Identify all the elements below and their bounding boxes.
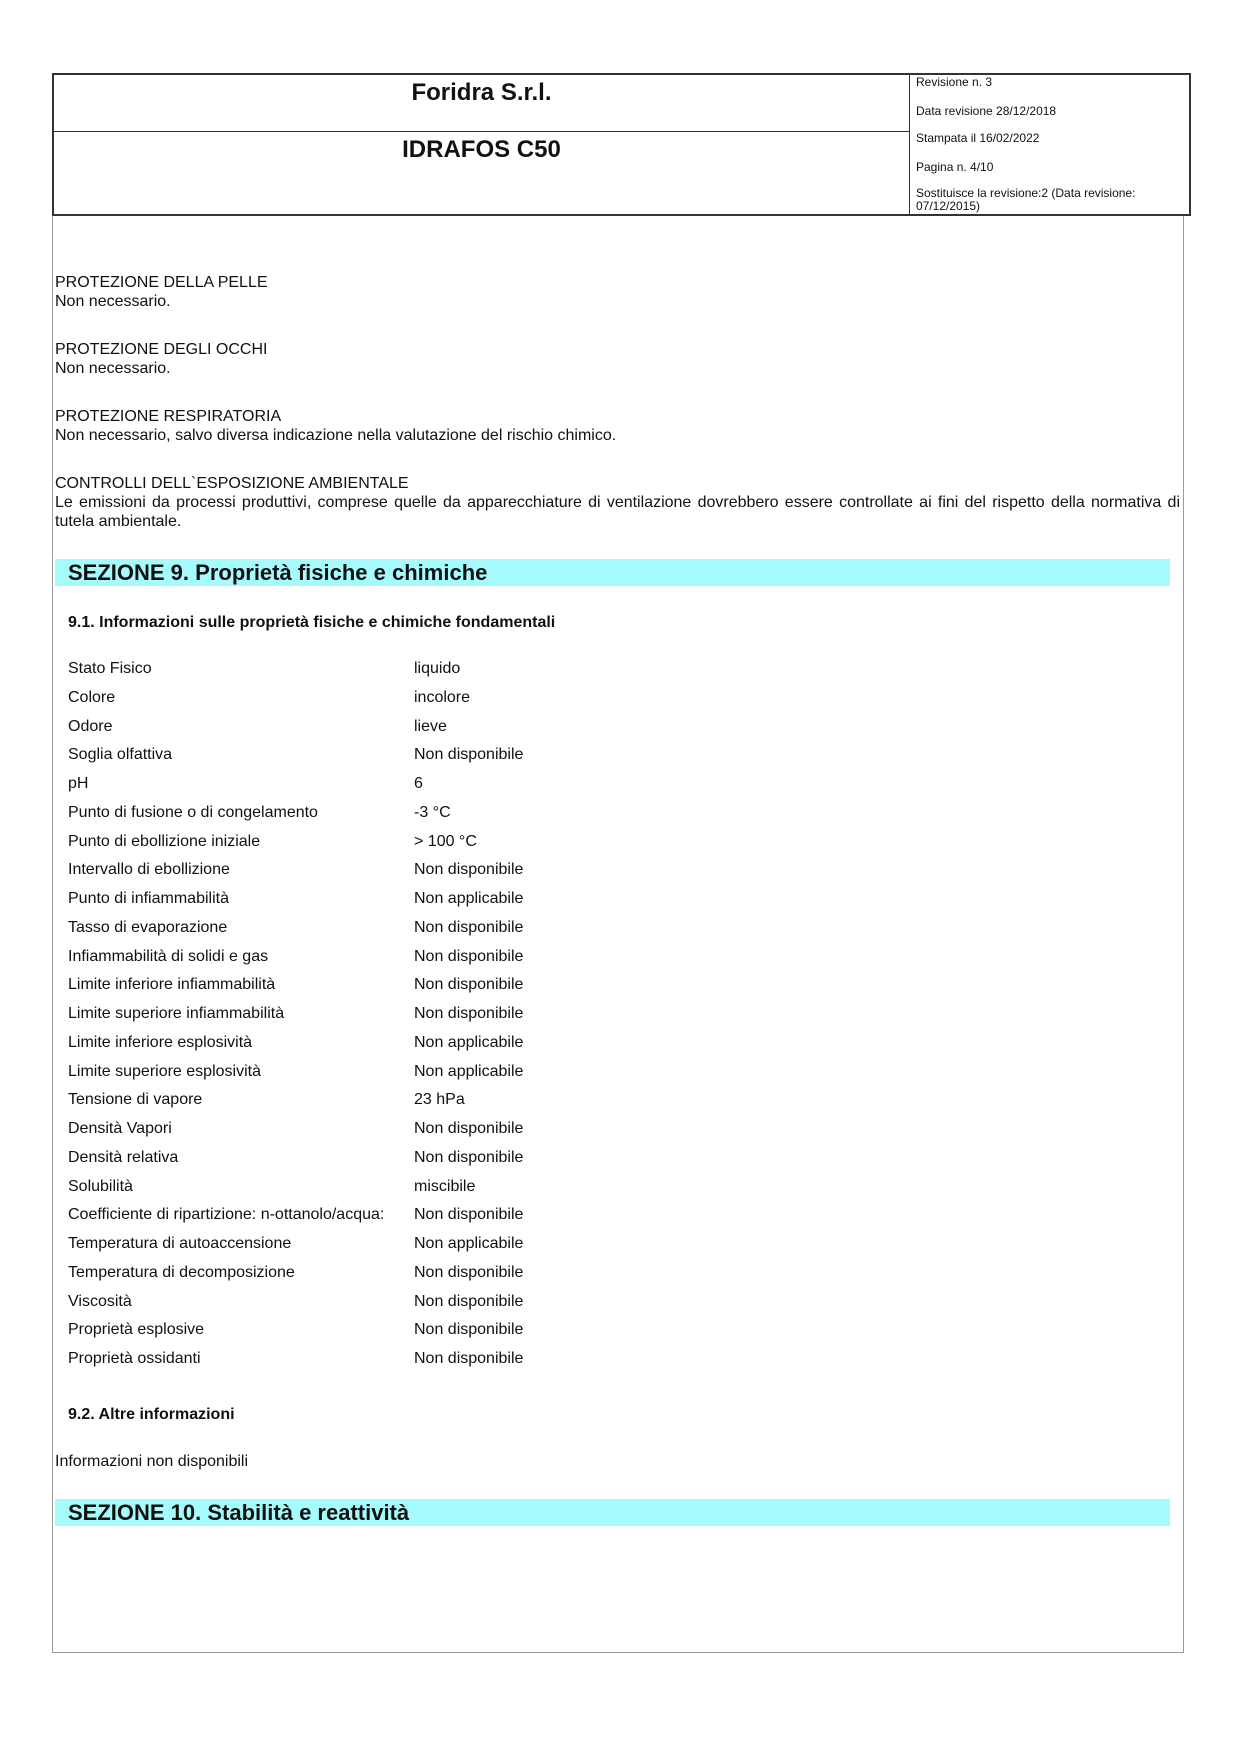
property-name: pH: [68, 775, 89, 792]
property-name: Proprietà esplosive: [68, 1321, 205, 1339]
property-name: Temperatura di autoaccensione: [68, 1235, 292, 1252]
property-row: [68, 718, 768, 747]
eye-protection-block: [55, 340, 1180, 378]
revision-number: Revisione n. 3: [916, 75, 993, 89]
property-value: Non disponibile: [414, 1120, 524, 1137]
property-name: Punto di fusione o di congelamento: [68, 803, 318, 821]
properties-table: [68, 660, 768, 1379]
property-row: [68, 1034, 768, 1063]
property-row: [68, 890, 768, 919]
property-row: [68, 833, 768, 862]
property-row: [68, 775, 768, 804]
property-row: [68, 1120, 768, 1149]
property-name: Limite inferiore infiammabilità: [68, 976, 276, 994]
property-row: [68, 1091, 768, 1120]
property-name: Tensione di vapore: [68, 1091, 203, 1109]
property-row: [68, 948, 768, 977]
property-row: [68, 746, 768, 775]
property-value: liquido: [414, 660, 461, 677]
property-row: [68, 861, 768, 890]
property-value: lieve: [414, 717, 447, 735]
property-name: Coefficiente di ripartizione: n-ottanolo/acqua:: [68, 1206, 385, 1224]
property-name: Punto di ebollizione iniziale: [68, 832, 261, 850]
property-row: [68, 1264, 768, 1293]
property-row: [68, 804, 768, 833]
property-row: [68, 1350, 768, 1379]
property-value: Non disponibile: [414, 1263, 524, 1281]
property-value: Non applicabile: [414, 890, 524, 907]
print-date: Stampata il 16/02/2022: [916, 131, 1040, 145]
property-value: 23 hPa: [414, 1091, 465, 1109]
subsection-9-2-title: 9.2. Altre informazioni: [68, 1406, 235, 1423]
property-name: Colore: [68, 688, 116, 706]
property-row: [68, 1293, 768, 1322]
property-name: Punto di infiammabilità: [68, 890, 229, 907]
property-name: Infiammabilità di solidi e gas: [68, 947, 269, 965]
property-row: [68, 1005, 768, 1034]
property-value: > 100 °C: [414, 832, 477, 850]
property-name: Stato Fisico: [68, 660, 152, 677]
property-value: Non disponibile: [414, 947, 524, 965]
property-value: Non disponibile: [414, 1005, 524, 1022]
property-value: Non disponibile: [414, 1321, 524, 1339]
property-name: Tasso di evaporazione: [68, 918, 228, 936]
property-value: Non disponibile: [414, 976, 524, 994]
property-name: Densità relativa: [68, 1148, 179, 1166]
eye-protection-title: PROTEZIONE DEGLI OCCHI: [55, 341, 268, 358]
skin-protection-title: PROTEZIONE DELLA PELLE: [55, 274, 268, 291]
property-name: Soglia olfattiva: [68, 746, 173, 764]
section-9-heading: [55, 559, 1170, 586]
property-row: [68, 919, 768, 948]
property-name: Limite superiore esplosività: [68, 1062, 261, 1080]
environmental-controls-text: Le emissioni da processi produttivi, comprese quelle da apparecchiature di ventilazione dovrebbero essere controllate ai fini del rispetto della normativa di tutela ambientale.: [55, 494, 1180, 530]
replaces-revision: Sostituisce la revisione:2 (Data revisione: 07/12/2015): [916, 186, 1136, 213]
environmental-controls-title: CONTROLLI DELL`ESPOSIZIONE AMBIENTALE: [55, 475, 409, 492]
property-row: [68, 976, 768, 1005]
property-name: Viscosità: [68, 1292, 132, 1310]
skin-protection-block: [55, 273, 1180, 311]
section-10-heading: [55, 1499, 1170, 1526]
header-title-block: [54, 75, 910, 214]
company-cell: [54, 75, 909, 132]
property-row: [68, 1235, 768, 1264]
property-name: Densità Vapori: [68, 1120, 172, 1137]
property-value: 6: [414, 775, 423, 792]
property-value: Non disponibile: [414, 1292, 524, 1310]
subsection-9-1-title: 9.1. Informazioni sulle proprietà fisiche e chimiche fondamentali: [68, 614, 556, 631]
revision-date: Data revisione 28/12/2018: [916, 104, 1057, 118]
respiratory-protection-block: [55, 407, 1180, 445]
property-value: incolore: [414, 688, 471, 706]
property-name: Temperatura di decomposizione: [68, 1263, 295, 1281]
property-value: Non applicabile: [414, 1062, 524, 1080]
section-9-title: SEZIONE 9. Proprietà fisiche e chimiche: [68, 560, 488, 585]
property-row: [68, 1149, 768, 1178]
property-name: Solubilità: [68, 1177, 133, 1195]
product-name: IDRAFOS C50: [402, 136, 561, 163]
property-row: [68, 1178, 768, 1207]
property-name: Limite inferiore esplosività: [68, 1033, 253, 1051]
property-name: Limite superiore infiammabilità: [68, 1005, 285, 1022]
page-number: Pagina n. 4/10: [916, 160, 994, 174]
property-value: Non disponibile: [414, 746, 524, 764]
respiratory-protection-text: Non necessario, salvo diversa indicazione nella valutazione del rischio chimico.: [55, 427, 617, 444]
property-row: [68, 1063, 768, 1092]
section-10-title: SEZIONE 10. Stabilità e reattività: [68, 1500, 410, 1525]
respiratory-protection-title: PROTEZIONE RESPIRATORIA: [55, 408, 282, 425]
property-row: [68, 1321, 768, 1350]
property-value: Non disponibile: [414, 1148, 524, 1166]
environmental-controls-block: [55, 474, 1180, 531]
property-value: Non disponibile: [414, 918, 524, 936]
property-row: [68, 689, 768, 718]
property-name: Proprietà ossidanti: [68, 1350, 201, 1367]
property-value: Non applicabile: [414, 1033, 524, 1051]
skin-protection-text: Non necessario.: [55, 293, 171, 310]
other-information-text: Informazioni non disponibili: [55, 1453, 248, 1470]
property-value: Non disponibile: [414, 1206, 524, 1224]
company-name: Foridra S.r.l.: [411, 79, 552, 106]
property-value: Non disponibile: [414, 1350, 524, 1367]
document-header: [52, 73, 1191, 216]
property-row: [68, 1206, 768, 1235]
eye-protection-text: Non necessario.: [55, 360, 171, 377]
product-cell: [54, 132, 909, 216]
property-value: Non applicabile: [414, 1235, 524, 1252]
revision-info: [916, 75, 1186, 214]
property-row: [68, 660, 768, 689]
property-name: Odore: [68, 717, 113, 735]
property-name: Intervallo di ebollizione: [68, 861, 230, 879]
property-value: Non disponibile: [414, 861, 524, 879]
property-value: -3 °C: [414, 803, 451, 821]
property-value: miscibile: [414, 1177, 476, 1195]
